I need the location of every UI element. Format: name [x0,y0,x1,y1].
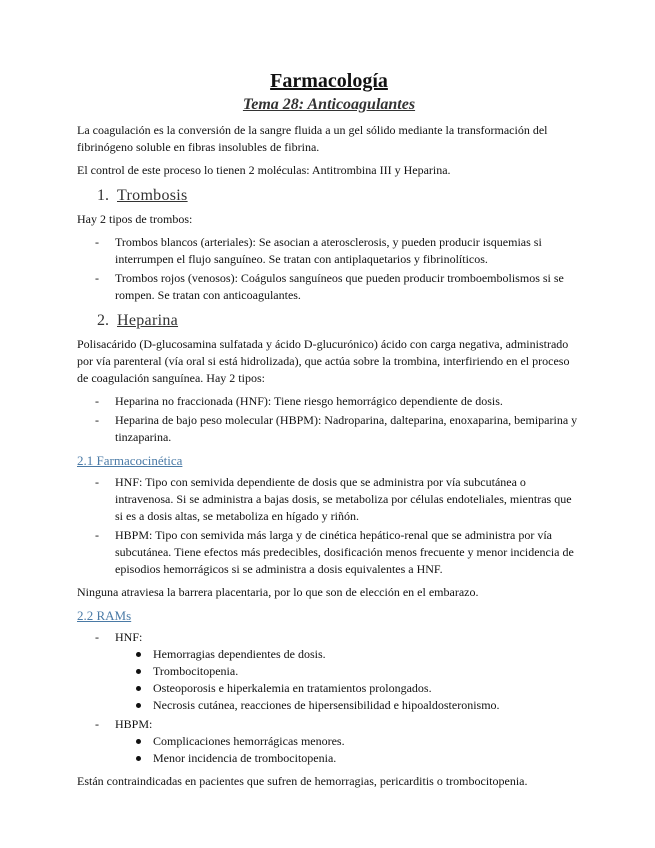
list-item: Complicaciones hemorrágicas menores. [115,733,581,750]
list-item: Trombocitopenia. [115,663,581,680]
list-item: - Heparina no fraccionada (HNF): Tiene riesgo hemorrágico dependiente de dosis. [77,393,581,410]
farmacocinetica-list [77,474,581,578]
group-label: HBPM: [115,717,153,731]
document-title: Farmacología [270,70,388,92]
subsection-heading-rams: 2.2 RAMs [77,608,132,623]
section-number: 1. [97,187,109,204]
section-heading-heparina [97,310,581,332]
subsection-heading-farmacocinetica: 2.1 Farmacocinética [77,453,183,468]
trombos-list [77,234,581,304]
intro-paragraph: El control de este proceso lo tienen 2 moléculas: Antitrombina III y Heparina. [77,163,451,177]
rams-list [77,629,581,767]
closing-paragraph: Están contraindicadas en pacientes que sufren de hemorragias, pericarditis o trombocitopenia. [77,774,528,788]
hnf-effects-list [115,646,581,714]
list-item: - HBPM: Tipo con semivida más larga y de cinética hepático-renal que se administra por vía subcutánea. Tiene efectos más predecibles, dosificación menos frecuente y menor incidencia de episodios hemorrágicos si se administra a dosis equivalentes a HNF. [77,527,581,578]
list-item: Osteoporosis e hiperkalemia en tratamientos prolongados. [115,680,581,697]
list-item: Hemorragias dependientes de dosis. [115,646,581,663]
rams-group-hbpm [77,716,581,767]
list-item: - Trombos blancos (arteriales): Se asocian a aterosclerosis, y pueden producir isquemias si interrumpen el flujo sanguíneo. Se tratan con antiplaquetarios y fibrinolíticos. [77,234,581,268]
rams-group-hnf [77,629,581,714]
list-item: - Heparina de bajo peso molecular (HBPM): Nadroparina, dalteparina, enoxaparina, bemiparina y tinzaparina. [77,412,581,446]
closing-paragraph: Ninguna atraviesa la barrera placentaria, por lo que son de elección en el embarazo. [77,585,479,599]
list-item: Necrosis cutánea, reacciones de hipersensibilidad e hipoaldosteronismo. [115,697,581,714]
section-title: Heparina [117,312,179,329]
document-subtitle: Tema 28: Anticoagulantes [242,96,416,113]
section-number: 2. [97,312,109,329]
group-label: HNF: [115,630,143,644]
section-lead: Hay 2 tipos de trombos: [77,212,193,226]
list-item: Menor incidencia de trombocitopenia. [115,750,581,767]
section-lead: Polisacárido (D-glucosamina sulfatada y ácido D-glucurónico) ácido con carga negativa, administrado por vía parenteral (vía oral si está hidrolizada), que actúa sobre la trombina, interfiriendo en el proceso de coagulación sanguínea. Hay 2 tipos: [77,337,570,385]
list-item: - HNF: Tipo con semivida dependiente de dosis que se administra por vía subcutánea o intravenosa. Si se administra a bajas dosis, se metaboliza por células endoteliales, mientras que si es a dosis altas, se metaboliza en hígado y riñón. [77,474,581,525]
hbpm-effects-list [115,733,581,767]
intro-paragraph: La coagulación es la conversión de la sangre fluida a un gel sólido mediante la transformación del fibrinógeno soluble en fibras insolubles de fibrina. [77,123,548,154]
list-item: - Trombos rojos (venosos): Coágulos sanguíneos que pueden producir tromboembolismos si se rompen. Se tratan con anticoagulantes. [77,270,581,304]
section-heading-trombosis [97,185,581,207]
heparina-types-list [77,393,581,446]
section-title: Trombosis [117,187,188,204]
document-page [77,68,581,796]
